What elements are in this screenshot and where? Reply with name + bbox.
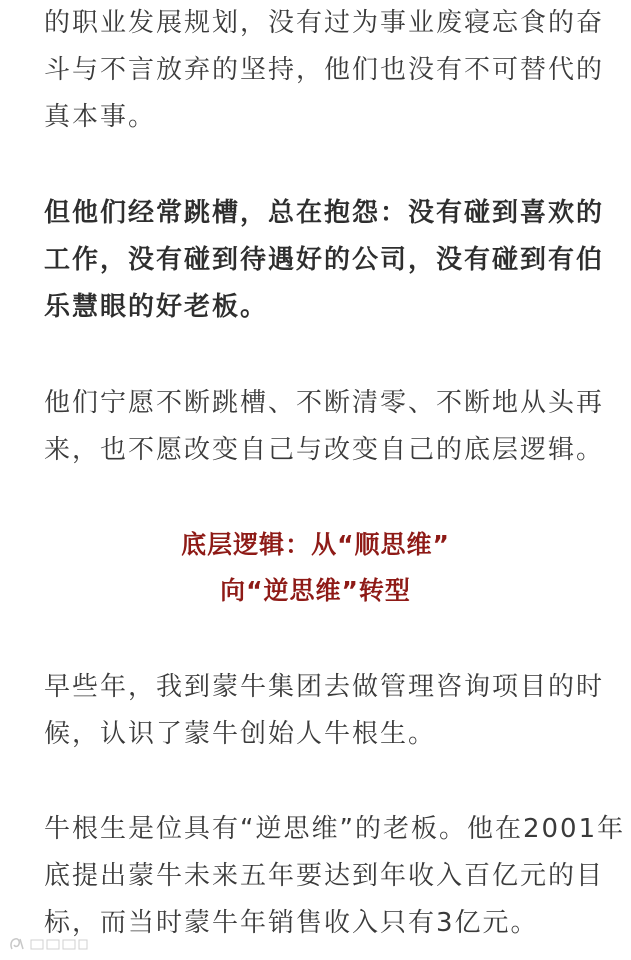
paragraph-5 — [44, 806, 626, 947]
paragraph-line: 底提出蒙牛未来五年要达到年收入百亿元的目 — [44, 861, 605, 891]
paragraph-line: 乐慧眼的好老板。 — [44, 292, 269, 322]
paragraph-line: 工作，没有碰到待遇好的公司，没有碰到有伯 — [44, 245, 605, 275]
paragraph-line: 牛根生是位具有“逆思维”的老板。他在2001年 — [44, 814, 626, 844]
paragraph-line: 标，而当时蒙牛年销售收入只有3亿元。 — [44, 908, 539, 938]
paragraph-line: 来，也不愿改变自己与改变自己的底层逻辑。 — [44, 435, 605, 465]
heading-line: 向“逆思维”转型 — [220, 576, 411, 605]
paragraph-4 — [44, 664, 604, 758]
paragraph-line: 真本事。 — [44, 102, 157, 132]
paragraph-1 — [44, 0, 604, 141]
paragraph-3 — [44, 380, 604, 474]
paragraph-line: 早些年，我到蒙牛集团去做管理咨询项目的时 — [44, 672, 605, 702]
logo-watermark-icon — [8, 935, 26, 957]
heading-line: 底层逻辑：从“顺思维” — [181, 530, 450, 559]
paragraph-2-bold — [44, 190, 604, 331]
watermark — [8, 936, 89, 956]
paragraph-line: 他们宁愿不断跳槽、不断清零、不断地从头再 — [44, 388, 605, 418]
paragraph-line: 的职业发展规划，没有过为事业废寝忘食的奋 — [44, 8, 605, 38]
paragraph-line: 斗与不言放弃的坚持，他们也没有不可替代的 — [44, 55, 605, 85]
watermark-mark — [29, 935, 89, 957]
paragraph-line: 候，认识了蒙牛创始人牛根生。 — [44, 719, 437, 749]
paragraph-line: 但他们经常跳槽，总在抱怨：没有碰到喜欢的 — [44, 198, 605, 228]
section-heading — [0, 522, 631, 614]
